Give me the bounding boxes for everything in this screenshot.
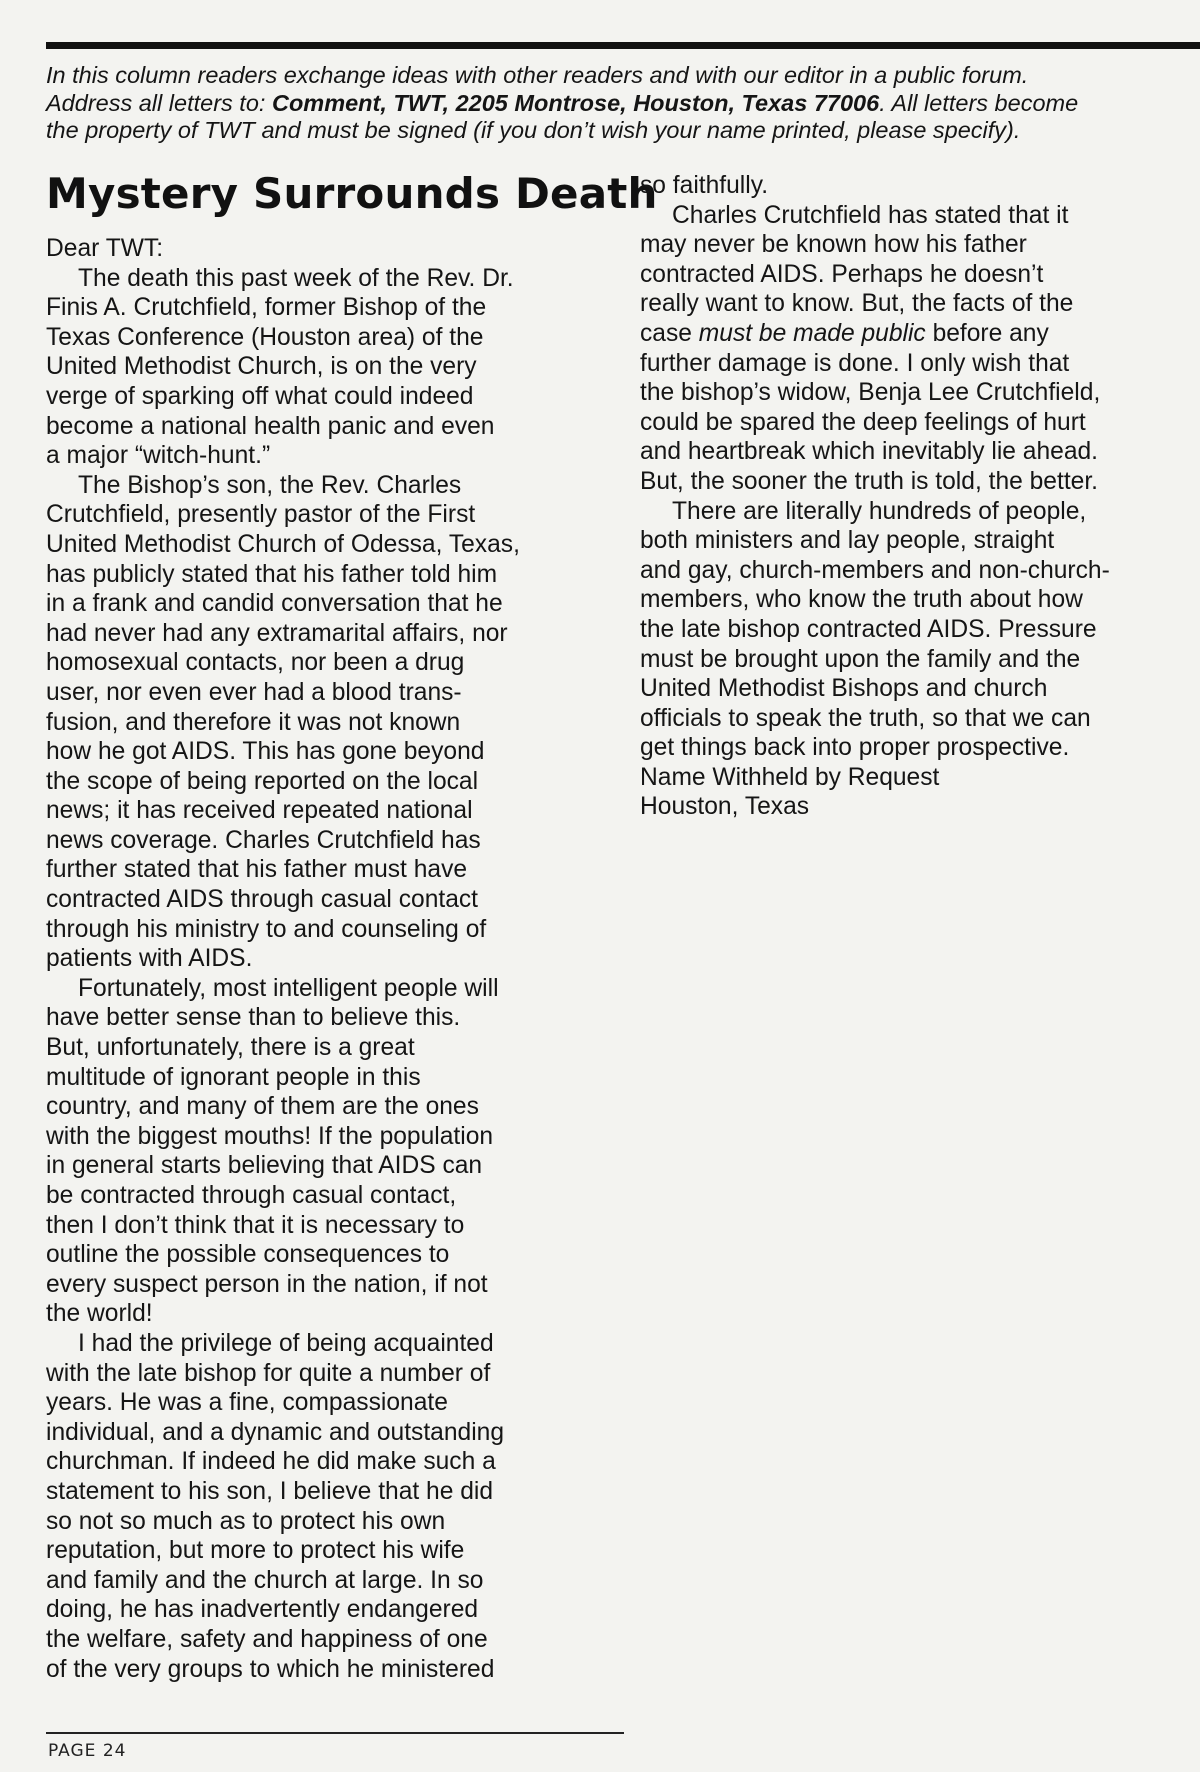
- text-line: further damage is done. I only wish that: [640, 349, 1070, 377]
- text-line: outline the possible consequences to: [46, 1241, 450, 1269]
- letter-column-left: [46, 234, 606, 1684]
- text-line: may never be known how his father: [640, 231, 1027, 259]
- text-line: verge of sparking off what could indeed: [46, 382, 474, 410]
- text-line: further stated that his father must have: [46, 856, 468, 884]
- intro-address-label: Address all letters to:: [46, 89, 272, 116]
- text-line: doing, he has inadvertently endangered: [46, 1596, 479, 1624]
- text-line: contracted AIDS through casual contact: [46, 886, 479, 914]
- text-line: Charles Crutchfield has stated that it: [672, 201, 1069, 229]
- text-line: of the very groups to which he ministered: [46, 1655, 495, 1683]
- text-line: and gay, church-members and non-church-: [640, 556, 1110, 584]
- text-line: and heartbreak which inevitably lie ahead.: [640, 438, 1099, 466]
- text-line: patients with AIDS.: [46, 945, 253, 973]
- text-line: the bishop’s widow, Benja Lee Crutchfield,: [640, 379, 1101, 407]
- column-intro: [46, 62, 1181, 145]
- text-line: through his ministry to and counseling of: [46, 915, 487, 943]
- text-line: individual, and a dynamic and outstanding: [46, 1418, 505, 1446]
- text-line: the scope of being reported on the local: [46, 767, 479, 795]
- text-line: news coverage. Charles Crutchfield has: [46, 826, 481, 854]
- text-line: how he got AIDS. This has gone beyond: [46, 738, 485, 766]
- text-line: contracted AIDS. Perhaps he doesn’t: [640, 260, 1044, 288]
- text-line: get things back into proper prospective.: [640, 734, 1070, 762]
- emphasis-text: must be made public: [698, 319, 926, 347]
- intro-line-2-end: . All letters become: [879, 89, 1079, 116]
- signature-name: Name Withheld by Request: [640, 763, 940, 791]
- text-line-start: case: [640, 319, 699, 347]
- text-line: fusion, and therefore it was not known: [46, 708, 461, 736]
- text-line: have better sense than to believe this.: [46, 1004, 461, 1032]
- text-line: could be spared the deep feelings of hurt: [640, 408, 1086, 436]
- text-line: be contracted through casual contact,: [46, 1182, 457, 1209]
- text-line: I had the privilege of being acquainted: [78, 1329, 494, 1357]
- text-line: the world!: [46, 1300, 153, 1328]
- text-line: had never had any extramarital affairs, nor: [46, 619, 508, 647]
- text-line: the late bishop contracted AIDS. Pressure: [640, 615, 1097, 643]
- text-line: The Bishop’s son, the Rev. Charles: [78, 471, 462, 499]
- salutation: Dear TWT:: [46, 235, 164, 262]
- text-line: There are literally hundreds of people,: [672, 497, 1087, 525]
- intro-line-2: [46, 90, 1181, 118]
- text-line: in a frank and candid conversation that he: [46, 590, 503, 618]
- text-line: and family and the church at large. In so: [46, 1566, 484, 1594]
- text-line: years. He was a fine, compassionate: [46, 1389, 448, 1417]
- text-line: officials to speak the truth, so that we can: [640, 704, 1091, 732]
- text-line: with the biggest mouths! If the population: [46, 1122, 494, 1150]
- footer-rule: [46, 1732, 624, 1734]
- text-line: But, unfortunately, there is a great: [46, 1034, 415, 1062]
- text-line: the welfare, safety and happiness of one: [46, 1625, 488, 1653]
- text-line: with the late bishop for quite a number of: [46, 1359, 491, 1387]
- text-line: must be brought upon the family and the: [640, 645, 1081, 673]
- text-line: United Methodist Church of Odessa, Texas,: [46, 530, 520, 558]
- text-line: user, nor even ever had a blood trans-: [46, 678, 462, 706]
- text-line: homosexual contacts, nor been a drug: [46, 649, 465, 677]
- top-rule: [46, 42, 1200, 49]
- text-line: really want to know. But, the facts of the: [640, 290, 1074, 318]
- text-line-end: before any: [925, 319, 1049, 347]
- text-line: Fortunately, most intelligent people will: [78, 974, 499, 1002]
- letter-column-right: [640, 171, 1185, 822]
- text-line: Texas Conference (Houston area) of the: [46, 323, 484, 351]
- text-line: every suspect person in the nation, if not: [46, 1270, 488, 1298]
- page-number: PAGE 24: [48, 1741, 127, 1761]
- text-line: United Methodist Bishops and church: [640, 675, 1048, 703]
- text-line: become a national health panic and even: [46, 412, 495, 440]
- text-line: churchman. If indeed he did make such a: [46, 1448, 496, 1476]
- text-line: members, who know the truth about how: [640, 586, 1083, 614]
- text-line: [640, 319, 1185, 349]
- text-line: Crutchfield, presently pastor of the First: [46, 501, 476, 529]
- text-line: so faithfully.: [640, 172, 769, 199]
- text-line: then I don’t think that it is necessary to: [46, 1211, 465, 1239]
- text-line: United Methodist Church, is on the very: [46, 353, 477, 381]
- text-line: in general starts believing that AIDS can: [46, 1152, 483, 1180]
- text-line: The death this past week of the Rev. Dr.: [78, 264, 514, 292]
- intro-line-1: In this column readers exchange ideas with other readers and with our editor in a public forum.: [46, 62, 1029, 88]
- text-line: news; it has received repeated national: [46, 797, 473, 825]
- signature-location: Houston, Texas: [640, 793, 810, 821]
- text-line: statement to his son, I believe that he did: [46, 1477, 494, 1505]
- text-line: has publicly stated that his father told him: [46, 560, 498, 588]
- text-line: both ministers and lay people, straight: [640, 527, 1055, 555]
- text-line: so not so much as to protect his own: [46, 1507, 446, 1535]
- text-line: multitude of ignorant people in this: [46, 1063, 421, 1091]
- text-line: Finis A. Crutchfield, former Bishop of the: [46, 294, 487, 322]
- text-line: a major “witch-hunt.”: [46, 442, 271, 470]
- text-line: But, the sooner the truth is told, the better.: [640, 467, 1098, 495]
- intro-line-3: the property of TWT and must be signed (if you don’t wish your name printed, please specify).: [46, 117, 1021, 143]
- intro-address: Comment, TWT, 2205 Montrose, Houston, Texas 77006: [271, 89, 880, 116]
- text-line: reputation, but more to protect his wife: [46, 1537, 465, 1565]
- letter-headline: Mystery Surrounds Death: [46, 169, 658, 218]
- text-line: country, and many of them are the ones: [46, 1093, 479, 1121]
